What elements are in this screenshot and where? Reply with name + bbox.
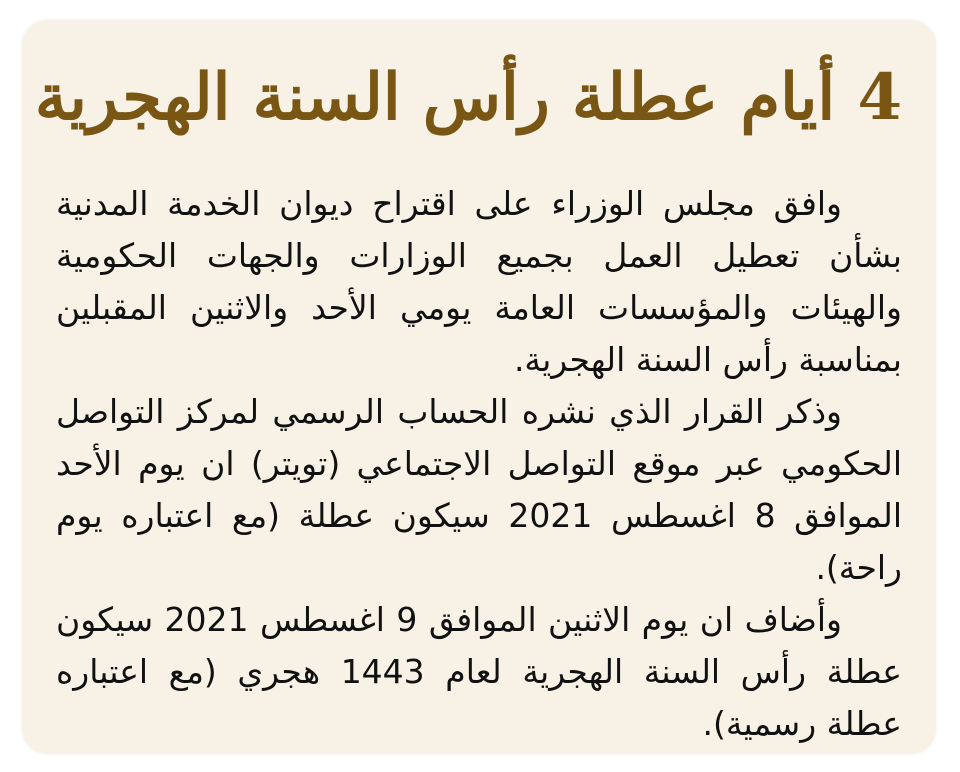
article-card [22, 20, 936, 754]
article-body [56, 178, 902, 750]
article-paragraph: وذكر القرار الذي نشره الحساب الرسمي لمركز التواصل الحكومي عبر موقع التواصل الاجتماعي (تويتر) ان يوم الأحد الموافق 8 اغسطس 2021 سيكون عطلة (مع اعتباره يوم راحة). [56, 392, 902, 587]
article-paragraph: وافق مجلس الوزراء على اقتراح ديوان الخدمة المدنية بشأن تعطيل العمل بجميع الوزارات والجهات الحكومية والهيئات والمؤسسات العامة يومي الأحد والاثنين المقبلين بمناسبة رأس السنة الهجرية. [56, 184, 902, 379]
article-headline: 4 أيام عطلة رأس السنة الهجرية [34, 60, 902, 135]
article-paragraph: وأضاف ان يوم الاثنين الموافق 9 اغسطس 2021 سيكون عطلة رأس السنة الهجرية لعام 1443 هجري (مع اعتباره عطلة رسمية). [56, 600, 902, 743]
